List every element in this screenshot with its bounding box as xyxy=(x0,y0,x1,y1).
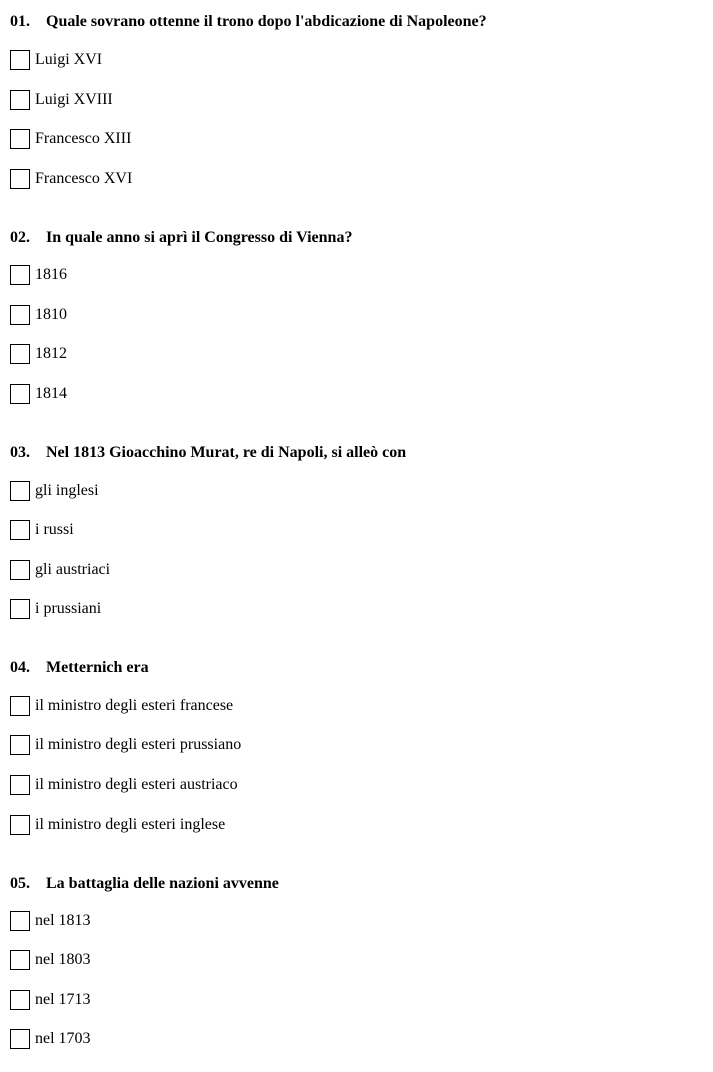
answer-checkbox[interactable] xyxy=(10,599,30,619)
answer-option[interactable] xyxy=(10,128,131,150)
question-text: La battaglia delle nazioni avvenne xyxy=(46,875,279,892)
answer-label: Francesco XVI xyxy=(35,170,133,187)
question-number: 01. xyxy=(10,13,30,30)
answer-option[interactable] xyxy=(10,89,113,111)
question-text: Nel 1813 Gioacchino Murat, re di Napoli, si alleò con xyxy=(46,444,407,461)
answer-checkbox[interactable] xyxy=(10,990,30,1010)
answer-label: il ministro degli esteri inglese xyxy=(35,816,226,833)
question-title xyxy=(10,443,406,463)
question-text: Quale sovrano ottenne il trono dopo l'abdicazione di Napoleone? xyxy=(46,13,487,30)
answer-label: nel 1713 xyxy=(35,991,91,1008)
question-title xyxy=(10,228,352,248)
answer-checkbox[interactable] xyxy=(10,50,30,70)
answer-checkbox[interactable] xyxy=(10,735,30,755)
answer-checkbox[interactable] xyxy=(10,911,30,931)
answer-option[interactable] xyxy=(10,910,91,932)
answer-option[interactable] xyxy=(10,519,74,541)
answer-label: 1816 xyxy=(35,266,67,283)
answer-checkbox[interactable] xyxy=(10,265,30,285)
answer-label: i prussiani xyxy=(35,600,102,617)
answer-checkbox[interactable] xyxy=(10,560,30,580)
question-text: Metternich era xyxy=(46,659,149,676)
answer-option[interactable] xyxy=(10,49,102,71)
answer-label: 1814 xyxy=(35,385,67,402)
answer-option[interactable] xyxy=(10,989,91,1011)
answer-checkbox[interactable] xyxy=(10,775,30,795)
answer-option[interactable] xyxy=(10,814,225,836)
question-number: 03. xyxy=(10,444,30,461)
answer-checkbox[interactable] xyxy=(10,520,30,540)
answer-option[interactable] xyxy=(10,383,67,405)
answer-label: gli inglesi xyxy=(35,482,99,499)
answer-option[interactable] xyxy=(10,304,67,326)
answer-label: Luigi XVI xyxy=(35,51,103,68)
answer-label: Luigi XVIII xyxy=(35,91,113,108)
answer-option[interactable] xyxy=(10,1028,91,1050)
answer-option[interactable] xyxy=(10,264,67,286)
answer-option[interactable] xyxy=(10,559,110,581)
answer-checkbox[interactable] xyxy=(10,384,30,404)
answer-checkbox[interactable] xyxy=(10,950,30,970)
answer-label: il ministro degli esteri prussiano xyxy=(35,736,242,753)
answer-label: Francesco XIII xyxy=(35,130,132,147)
answer-checkbox[interactable] xyxy=(10,90,30,110)
answer-checkbox[interactable] xyxy=(10,1029,30,1049)
question-number: 04. xyxy=(10,659,30,676)
answer-option[interactable] xyxy=(10,695,233,717)
answer-option[interactable] xyxy=(10,734,241,756)
answer-checkbox[interactable] xyxy=(10,305,30,325)
answer-label: i russi xyxy=(35,521,74,538)
answer-option[interactable] xyxy=(10,949,91,971)
answer-checkbox[interactable] xyxy=(10,696,30,716)
answer-checkbox[interactable] xyxy=(10,481,30,501)
answer-label: nel 1803 xyxy=(35,951,91,968)
answer-label: nel 1703 xyxy=(35,1030,91,1047)
answer-checkbox[interactable] xyxy=(10,129,30,149)
answer-option[interactable] xyxy=(10,480,99,502)
question-number: 02. xyxy=(10,229,30,246)
question-text: In quale anno si aprì il Congresso di Vienna? xyxy=(46,229,353,246)
answer-option[interactable] xyxy=(10,168,132,190)
answer-option[interactable] xyxy=(10,343,67,365)
answer-checkbox[interactable] xyxy=(10,169,30,189)
answer-label: 1810 xyxy=(35,306,67,323)
question-title xyxy=(10,658,149,678)
answer-label: il ministro degli esteri austriaco xyxy=(35,776,238,793)
question-title xyxy=(10,12,487,32)
answer-option[interactable] xyxy=(10,598,101,620)
answer-checkbox[interactable] xyxy=(10,344,30,364)
answer-label: gli austriaci xyxy=(35,561,111,578)
question-title xyxy=(10,874,279,894)
answer-option[interactable] xyxy=(10,774,238,796)
answer-checkbox[interactable] xyxy=(10,815,30,835)
answer-label: il ministro degli esteri francese xyxy=(35,697,234,714)
question-number: 05. xyxy=(10,875,30,892)
answer-label: nel 1813 xyxy=(35,912,91,929)
answer-label: 1812 xyxy=(35,345,67,362)
